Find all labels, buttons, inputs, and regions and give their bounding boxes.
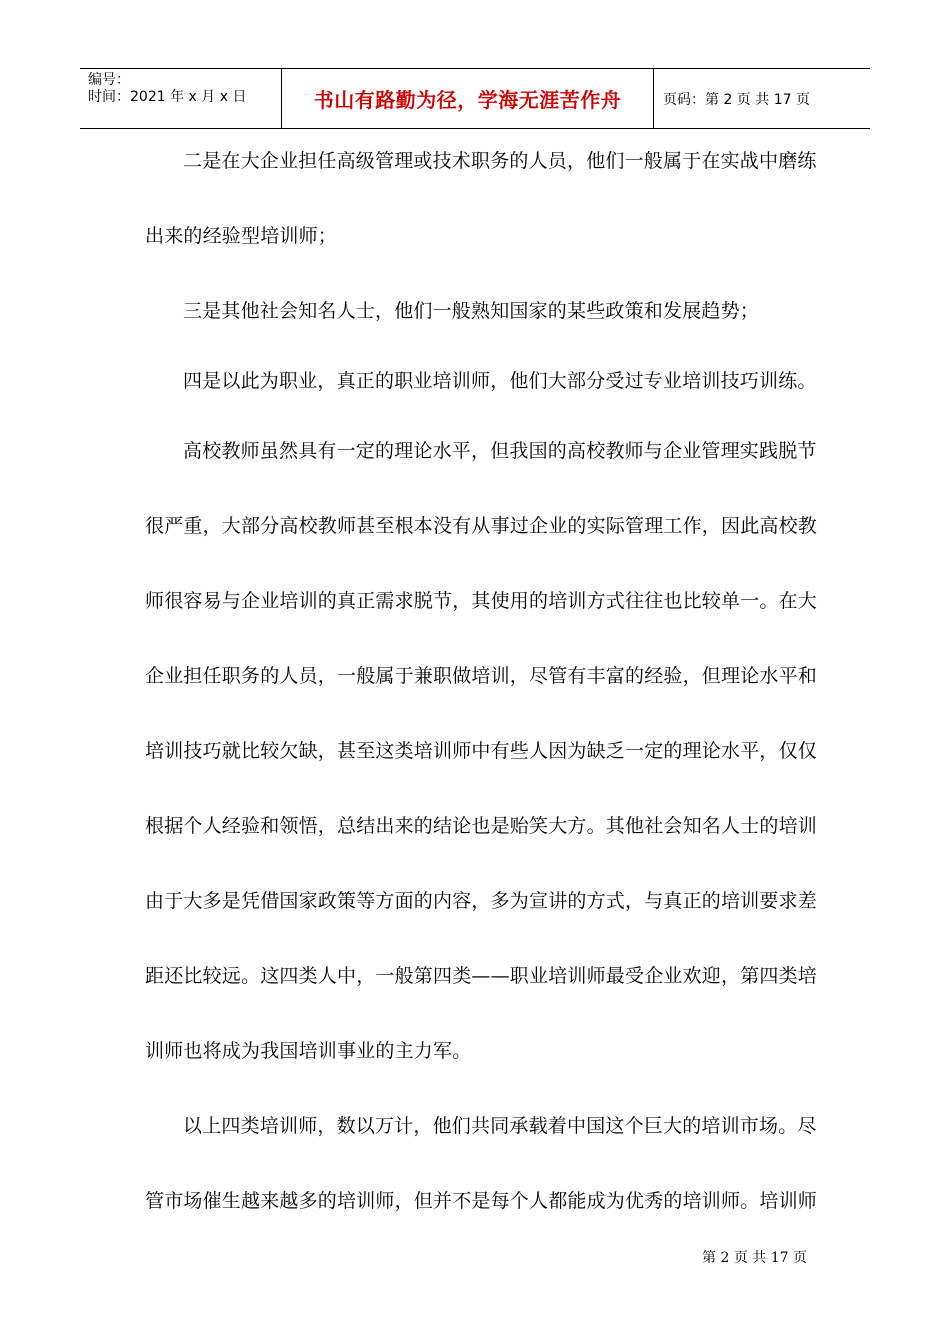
paragraph-line: 出来的经验型培训师；: [145, 225, 338, 247]
paragraph-line: 以上四类培训师，数以万计，他们共同承载着中国这个巨大的培训市场。尽: [183, 1115, 817, 1137]
time-label: 时间：2021 年 x 月 x 日: [88, 89, 247, 105]
paragraph-line: 根据个人经验和领悟，总结出来的结论也是贻笑大方。其他社会知名人士的培训: [145, 815, 818, 837]
paragraph-line: 师很容易与企业培训的真正需求脱节，其使用的培训方式往往也比较单一。在大: [145, 590, 818, 612]
header-meta: [80, 69, 282, 128]
paragraph-line: 二是在大企业担任高级管理或技术职务的人员，他们一般属于在实战中磨练: [183, 150, 817, 172]
paragraph-line: 训师也将成为我国培训事业的主力军。: [145, 1040, 472, 1062]
document-header: [80, 68, 870, 129]
paragraph-line: 四是以此为职业，真正的职业培训师，他们大部分受过专业培训技巧训练。: [183, 370, 817, 392]
paragraph-line: 高校教师虽然具有一定的理论水平，但我国的高校教师与企业管理实践脱节: [183, 440, 817, 462]
page-footer: 第 2 页 共 17 页: [702, 1250, 807, 1266]
paragraph-line: 三是其他社会知名人士，他们一般熟知国家的某些政策和发展趋势；: [183, 300, 760, 322]
number-label: 编号：: [88, 72, 130, 88]
paragraph-line: 很严重，大部分高校教师甚至根本没有从事过企业的实际管理工作，因此高校教: [145, 515, 818, 537]
paragraph-line: 企业担任职务的人员，一般属于兼职做培训，尽管有丰富的经验，但理论水平和: [145, 665, 818, 687]
paragraph-line: 由于大多是凭借国家政策等方面的内容，多为宣讲的方式，与真正的培训要求差: [145, 890, 818, 912]
paragraph-line: 培训技巧就比较欠缺，甚至这类培训师中有些人因为缺乏一定的理论水平，仅仅: [145, 740, 818, 762]
document-body: [145, 141, 818, 1256]
paragraph-line: 管市场催生越来越多的培训师，但并不是每个人都能成为优秀的培训师。培训师: [145, 1190, 818, 1212]
header-motto: 书山有路勤为径，学海无涯苦作舟: [282, 69, 654, 128]
paragraph-line: 距还比较远。这四类人中，一般第四类——职业培训师最受企业欢迎，第四类培: [145, 965, 818, 987]
header-page-info: 页码：第 2 页 共 17 页: [663, 91, 810, 108]
